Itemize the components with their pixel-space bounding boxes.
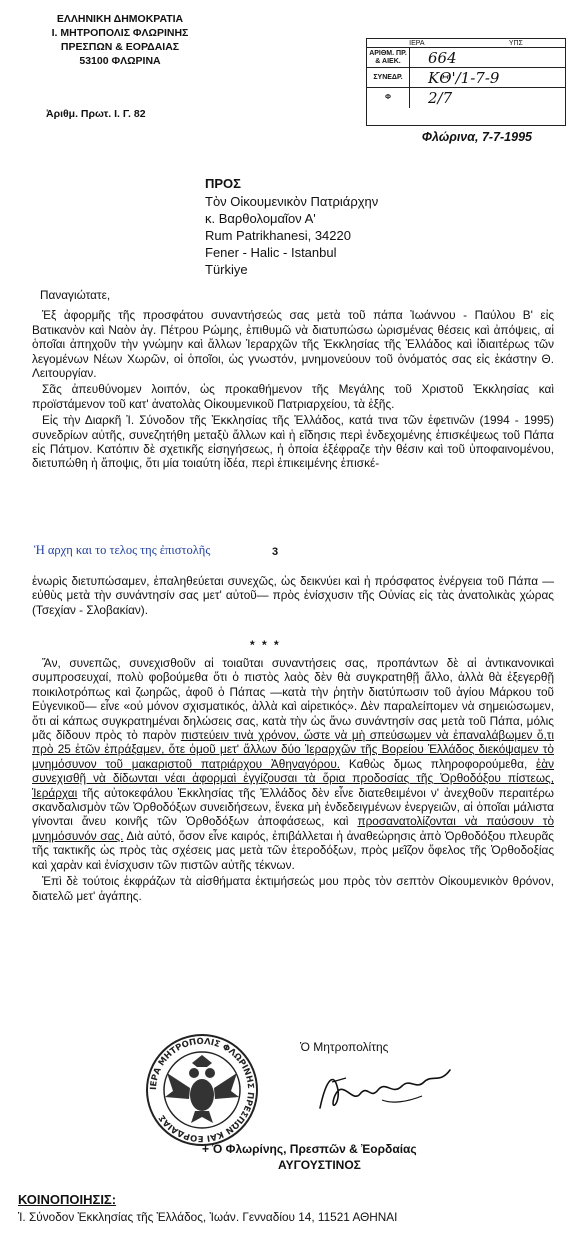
registry-stamp	[366, 38, 566, 126]
stamp-value: 664	[428, 48, 457, 67]
recipient-to: ΠΡΟΣ	[205, 176, 241, 191]
sender-line: ΕΛΛΗΝΙΚΗ ΔΗΜΟΚΡΑΤΙΑ	[56, 13, 184, 25]
stamp-label: Φ	[367, 88, 410, 108]
recipient-line: Rum Patrikhanesi, 34220	[205, 228, 351, 243]
underlined-text: προσανατολίζονται νὰ παύσουν τὸ μνημόσυνόν σας.	[32, 814, 555, 843]
stamp-value: 2/7	[428, 89, 453, 107]
letter-date: Φλώρινα, 7-7-1995	[421, 130, 532, 144]
recipient-line: Τὸν Οἰκουμενικὸν Πατριάρχην	[205, 194, 379, 209]
paragraph: Εἰς τὴν Διαρκῆ Ἱ. Σύνοδον τῆς Ἐκκλησίας τῆς Ἑλλάδος, κατά τινα τῶν ἐφετινῶν (1994 - 1995) συνεδρίων αὐτῆς, συνεζητήθη μεταξὺ ἄλλων καὶ ἡ εἴδησις περὶ ἐνδεχομένης ἐπισκέψεως τοῦ Πάπα εἰς Πάτμον. Κατόπιν δὲ σχετικῆς εἰσηγήσεως, ἡ ὁποία ἐξέφραζε τὴν θέσιν καὶ τοῦ ὑποφαινομένου, διετυπώθη ἡ ἄποψις, ὅτι μία τοιαύτη ἰδέα, περὶ ἐπικειμένης ἐπισκέ-	[32, 413, 554, 471]
sender-line: 53100 ΦΛΩΡΙΝΑ	[79, 55, 161, 67]
paragraph-text: Καθὼς δμως πληροφορούμεθα,	[340, 756, 537, 771]
metropolis-seal	[145, 1033, 259, 1147]
caption-number: 3	[272, 546, 279, 558]
signer-title: Ὁ Μητροπολίτης	[300, 1040, 389, 1054]
stamp-head-text: ΥΠΣ	[508, 39, 523, 47]
sender-line: Ι. ΜΗΤΡΟΠΟΛΙΣ ΦΛΩΡΙΝΗΣ	[51, 27, 189, 39]
protocol-number: Ἀριθμ. Πρωτ. Ι. Γ. 82	[46, 108, 146, 120]
stamp-header	[367, 39, 565, 48]
paragraph-text: Ἄν, συνεπῶς, συνεχισθοῦν αἱ τοιαῦται συναντήσεις σας, προπάντων δὲ αἱ ἀντικανονικαὶ συμπροσευχαί, πολὺ φοβούμεθα ὅτι ὁ πιστὸς λαὸς δὲν θὰ συγκρατηθῇ ἄλλο, ἀλλὰ θὰ ἐξεγερθῇ ποικιλοτρόπως καὶ ζωηρῶς, ἀφοῦ ὁ Πάπας —κατὰ τὴν ῥητὴν διατύπωσιν τοῦ ἁγίου Μάρκου τοῦ Εὐγενικοῦ— εἶνε «οὐ μόνον σχισματικός, ἀλλὰ καὶ αἱρετικός». Δὲν παραλείπομεν νὰ σημειώσωμεν, ὅτι αἱ κάπως συγκρατημέναι δηλώσεις σας, κατὰ τὴν ὡς ἄνω συνάντησίν σας μετὰ τοῦ Πάπα, μόλις μᾶς δίδουν πρὸς τὸ παρὸν	[32, 656, 554, 743]
salutation: Παναγιώτατε,	[40, 288, 111, 302]
recipient-line: Fener - Halic - Istanbul	[205, 245, 337, 260]
paragraph: Ἐξ ἀφορμῆς τῆς προσφάτου συναντήσεώς σας μετὰ τοῦ πάπα Ἰωάννου - Παύλου Β' εἰς Βατικανὸν καὶ Ναὸν ἁγ. Πέτρου Ρώμης, ἐπιθυμῶ νὰ διατυπώσω ὡρισμένας θέσεις καὶ ἀπόψεις, αἱ ὁποῖαι ἀπηχοῦν τὴν γνώμην καὶ ἄλλων Ἱεραρχῶν τῆς Ἐκκλησίας τῆς Ἑλλάδος καὶ ἰδιαιτέρως τῶν λεγομένων Νέων Χωρῶν, οἱ ὁποῖοι, ὡς γνωστόν, μνημονεύουν τοῦ ὀνόματός σας εἰς ἑκάστην Θ. Λειτουργίαν.	[32, 308, 554, 381]
recipient-line: Türkiye	[205, 262, 248, 277]
stamp-row	[367, 88, 565, 108]
underlined-text: ἐὰν συνεχισθῇ νὰ δίδωνται νέαι ἀφορμαὶ ἐγγίζουσαι τὰ ὅρια προδοσίας τῆς Ὀρθοδόξου πίστεως, Ἱεράρχαι	[32, 756, 554, 800]
handwritten-signature	[312, 1060, 462, 1120]
double-headed-eagle-icon	[165, 1055, 239, 1123]
sender-block	[20, 12, 220, 68]
underlined-text: πιστεύειν τινὰ χρόνον, ὥστε νὰ μὴ σπεύσωμεν νὰ ἐπαναλάβωμεν ὅ,τι πρὸ 25 ἐτῶν ἐπράξαμεν, ὅτε ὁμοῦ μετ' ἄλλων δύο Ἱεραρχῶν τῆς Βορείου Ἑλλάδος διεκόψαμεν τὸ μνημόσυνον τοῦ μακαριστοῦ πατριάρχου Ἀθηναγόρου.	[32, 728, 555, 771]
excerpt-caption: Ἡ αρχη και το τελος της ἐπιστολῆς	[34, 543, 211, 557]
copies-recipient: Ἱ. Σύνοδον Ἐκκλησίας τῆς Ἑλλάδος, Ἰωάν. Γενναδίου 14, 11521 ΑΘΗΝΑΙ	[18, 1210, 398, 1224]
paragraph	[32, 656, 554, 872]
recipient-line: κ. Βαρθολομαῖον Α'	[205, 211, 316, 226]
paragraph-text: τῆς αὐτοκεφάλου Ἐκκλησίας τῆς Ἑλλάδος δὲν εἶνε διατεθειμένοι ν' ἀνεχθοῦν περαιτέρω σκανδαλισμὸν τῶν Ὀρθοδόξων συνειδήσεων, ἕνεκα μὴ ἐνδεδειγμένων ἐνεργειῶν, αἱ ὁποῖαι μάλιστα γίνονται ἄνευ κοινῆς τῶν Ὀρθοδόξων ἀποφάσεως, καὶ	[32, 785, 554, 829]
stamp-label: ΑΡΙΘΜ. ΠΡ. & ΑΙΕΚ.	[367, 48, 410, 67]
stamp-row	[367, 68, 565, 88]
stamp-row	[367, 48, 565, 68]
stamp-label: ΣΥΝΕΔΡ.	[367, 68, 410, 87]
paragraph: Σᾶς ἀπευθύνομεν λοιπόν, ὡς προκαθήμενον τῆς Μεγάλης τοῦ Χριστοῦ Ἐκκλησίας καὶ προϊστάμενον τοῦ κατ' ἀνατολὰς Οἰκουμενικοῦ Πατριαρχείου, τὰ ἑξῆς.	[32, 382, 554, 411]
paragraph: Ἐπὶ δὲ τούτοις ἐκφράζων τὰ αἰσθήματα ἐκτιμήσεώς μου πρὸς τὸν σεπτὸν Οἰκουμενικὸν θρόνον, διατελῶ μετ' ἀγάπης.	[32, 874, 554, 903]
paragraph: ἐνωρὶς διετυπώσαμεν, ἐπαληθεύεται συνεχῶς, ὡς δεικνύει καὶ ἡ πρόσφατος ἐνέργεια τοῦ Πάπα —εὐθὺς μετὰ τὴν συνάντησίν σας μετ' αὐτοῦ— πρὸς ἐνίσχυσιν τῆς Οὐνίας εἰς τὰς ἀνατολικὰς χώρας (Τσεχίαν - Σλοβακίαν).	[32, 574, 554, 617]
signer-name-line: + Ὁ Φλωρίνης, Πρεσπῶν & Ἐορδαίας	[202, 1142, 417, 1156]
section-separator: * * *	[250, 638, 281, 652]
copies-heading: ΚΟΙΝΟΠΟΙΗΣΙΣ:	[18, 1192, 117, 1207]
recipient-block	[205, 175, 378, 278]
seal-text: ΙΕΡΑ ΜΗΤΡΟΠΟΛΙΣ ΦΛΩΡΙΝΗΣ ΠΡΕΣΠΩΝ ΚΑΙ ΕΟΡΔΑΙΑΣ	[148, 1036, 256, 1144]
signer-name: ΑΥΓΟΥΣΤΙΝΟΣ	[278, 1158, 361, 1172]
letter-body-end	[32, 656, 554, 905]
paragraph-text: Διὰ αὐτό, ὅσον εἶνε καιρός, ἐπιβάλλεται ἡ ἀναθεώρησις ἀπὸ Ὀρθοδόξου πλευρᾶς τῆς τακτικῆς ὡς πρὸς τὰς σχέσεις μας μετὰ τῶν ἑτεροδόξων, πρὸς μεῖζον ὄφελος τῆς Ὀρθοδοξίας καὶ χαρὰν καὶ ἐνίσχυσιν τῶν πιστῶν αὐτῆς τέκνων.	[32, 828, 554, 872]
stamp-value: ΚΘ'/1-7-9	[428, 68, 500, 87]
letter-body-middle	[32, 574, 554, 619]
letter-body-start	[32, 288, 554, 473]
stamp-head-text: ΙΕΡΑ	[409, 39, 425, 47]
sender-line: ΠΡΕΣΠΩΝ & ΕΟΡΔΑΙΑΣ	[60, 41, 180, 53]
